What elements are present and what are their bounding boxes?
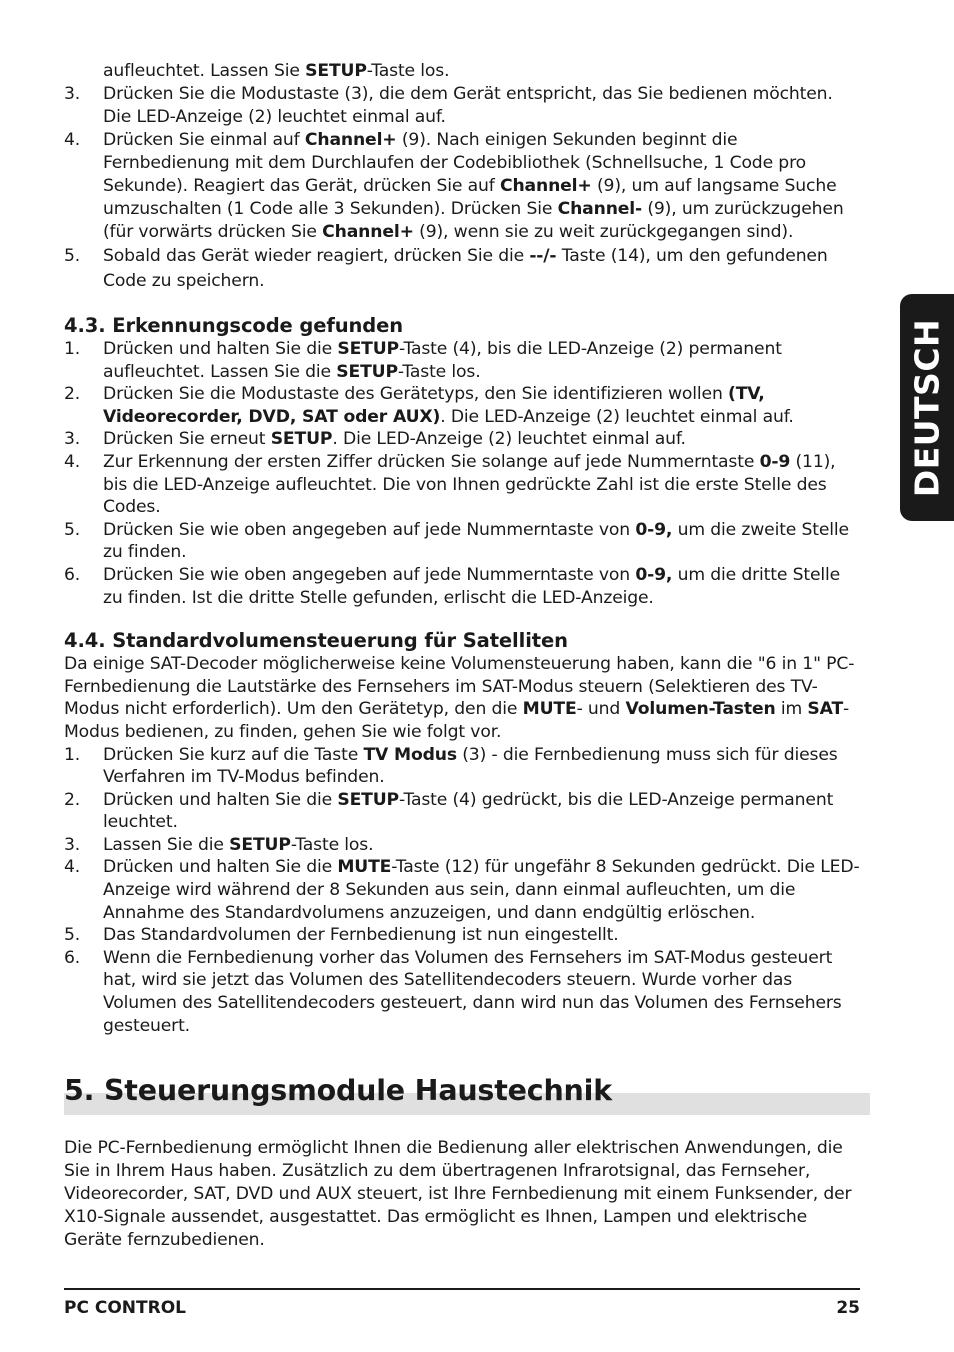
text-run: Das Standardvolumen der Fernbedienung ist nun eingestellt. bbox=[103, 925, 619, 946]
continued-text bbox=[64, 60, 864, 83]
text-run-bold: SETUP bbox=[229, 834, 291, 855]
text-run-bold: SETUP bbox=[337, 789, 399, 810]
text-run: -Taste (12) für ungefähr 8 Sekunden gedrückt. Die LED-Anzeige wird während der 8 Sekunden aus sein, dann einmal aufleuchten, um die Annahme des Standardvolumens anzuzeigen, und dann endgültig erlöschen. bbox=[103, 857, 860, 923]
text-run: Taste (14), um den gefundenen Code zu speichern. bbox=[103, 246, 828, 291]
text-run: (9), wenn sie zu weit zurückgegangen sind). bbox=[413, 222, 794, 242]
text-run: Zur Erkennung der ersten Ziffer drücken Sie solange auf jede Nummerntaste bbox=[103, 451, 760, 472]
list-item bbox=[64, 451, 864, 519]
list-item bbox=[64, 129, 864, 244]
list-number: 4. bbox=[64, 451, 81, 472]
list-item bbox=[64, 834, 864, 857]
text-run: Drücken und halten Sie die bbox=[103, 789, 338, 810]
section-4-4 bbox=[64, 629, 864, 1037]
list-number: 3. bbox=[64, 429, 81, 450]
text-run-bold: MUTE bbox=[522, 699, 577, 720]
text-run: (3) - die Fernbedienung muss sich für dieses Verfahren im TV-Modus befinden. bbox=[103, 744, 838, 788]
text-run: Drücken Sie kurz auf die Taste bbox=[103, 744, 364, 765]
text-run: Sobald das Gerät wieder reagiert, drücken Sie die bbox=[103, 246, 530, 266]
text-run: -Taste (4), bis die LED-Anzeige (2) permanent aufleuchtet. Lassen Sie die bbox=[103, 339, 782, 382]
list-number: 6. bbox=[64, 564, 81, 585]
text-run: -Modus bedienen, zu finden, gehen Sie wie folgt vor. bbox=[64, 699, 850, 742]
text-run-bold: --/- bbox=[529, 246, 557, 266]
list-number: 5. bbox=[64, 519, 81, 540]
list-item bbox=[64, 564, 864, 609]
text-run-bold: MUTE bbox=[337, 857, 392, 878]
section-intro bbox=[64, 653, 864, 743]
text-run: -Taste los. bbox=[366, 61, 450, 81]
text-run: aufleuchtet. Lassen Sie bbox=[103, 61, 306, 81]
text-run-bold: Volumen-Tasten bbox=[625, 699, 776, 720]
text-run: Drücken Sie die Modustaste des Gerätetyps, den Sie identifizieren wollen bbox=[103, 384, 729, 405]
text-run: . Die LED-Anzeige (2) leuchtet einmal auf. bbox=[440, 406, 794, 427]
text-run-bold: 0-9, bbox=[635, 564, 673, 585]
list-item bbox=[64, 83, 864, 129]
text-run: (9), um auf langsame Suche umzuschalten (1 Code alle 3 Sekunden). Drücken Sie bbox=[103, 176, 837, 219]
text-run: -Taste (4) gedrückt, bis die LED-Anzeige permanent leuchtet. bbox=[103, 789, 834, 833]
text-run: (9). Nach einigen Sekunden beginnt die Fernbedienung mit dem Durchlaufen der Codebibliothek (Schnellsuche, 1 Code pro Sekunde). Reagiert das Gerät, drücken Sie auf bbox=[103, 130, 806, 196]
list-item bbox=[64, 383, 864, 428]
text-run-bold: 0-9 bbox=[759, 451, 791, 472]
text-run: (11), bis die LED-Anzeige aufleuchtet. Die von Ihnen gedrückte Zahl ist die erste Stelle des Codes. bbox=[103, 451, 836, 518]
text-run-bold: Channel- bbox=[557, 199, 643, 219]
list-item bbox=[64, 428, 864, 451]
text-run: Die PC-Fernbedienung ermöglicht Ihnen die Bedienung aller elektrischen Anwendungen, die Sie in Ihrem Haus haben. Zusätzlich zu dem übertragenen Infrarotsignal, das Fernseher, Videorecorder, SAT, DVD und AUX steuert, ist Ihre Fernbedienung mit einem Funksender, der X10-Signale aussendet, ausgestattet. Das ermöglicht es Ihnen, Lampen und elektrische Geräte fernzubedienen. bbox=[64, 1138, 852, 1251]
list-number: 5. bbox=[64, 246, 81, 266]
list-number: 5. bbox=[64, 925, 81, 946]
text-run: . Die LED-Anzeige (2) leuchtet einmal auf. bbox=[332, 429, 686, 450]
text-run: um die dritte Stelle zu finden. Ist die dritte Stelle gefunden, erlischt die LED-Anzeige. bbox=[103, 564, 841, 608]
list-item bbox=[64, 789, 864, 834]
chapter-intro bbox=[64, 1137, 864, 1252]
text-run: -Taste los. bbox=[290, 834, 374, 855]
text-run: Drücken Sie wie oben angegeben auf jede Nummerntaste von bbox=[103, 519, 636, 540]
section-4-3 bbox=[64, 314, 864, 609]
list-number: 2. bbox=[64, 789, 81, 810]
list-number: 2. bbox=[64, 384, 81, 405]
list-item bbox=[64, 856, 864, 924]
language-tab-label: DEUTSCH bbox=[907, 318, 947, 497]
chapter-heading: 5. Steuerungsmodule Haustechnik bbox=[64, 1074, 612, 1108]
language-tab bbox=[900, 294, 954, 521]
text-run: Lassen Sie die bbox=[103, 834, 230, 855]
page-body bbox=[64, 60, 864, 1252]
text-run-bold: SETUP bbox=[270, 429, 333, 450]
text-run-bold: SETUP bbox=[336, 361, 398, 382]
text-run-bold: (TV, Videorecorder, DVD, SAT oder AUX) bbox=[103, 384, 765, 427]
text-run: Drücken Sie die Modustaste (3), die dem Gerät entspricht, das Sie bedienen möchten. Die LED-Anzeige (2) leuchtet einmal auf. bbox=[103, 84, 833, 127]
text-run: um die zweite Stelle zu finden. bbox=[103, 519, 849, 563]
text-run: Drücken Sie erneut bbox=[103, 429, 271, 450]
text-run-bold: Channel+ bbox=[500, 176, 592, 196]
section-heading: 4.3. Erkennungscode gefunden bbox=[64, 314, 404, 337]
text-run: Wenn die Fernbedienung vorher das Volumen des Fernsehers im SAT-Modus gesteuert hat, wird sie jetzt das Volumen des Satellitendecoders steuern. Wurde vorher das Volumen des Satellitendecoders gesteuert, dann wird nun das Volumen des Fernsehers gesteuert. bbox=[103, 947, 842, 1036]
text-run: im bbox=[775, 699, 808, 720]
list-number: 4. bbox=[64, 130, 81, 150]
chapter-heading-block bbox=[64, 1073, 864, 1115]
page-number: 25 bbox=[836, 1298, 860, 1318]
text-run: - und bbox=[576, 699, 626, 720]
list-item bbox=[64, 244, 864, 294]
list-item bbox=[64, 924, 864, 947]
section-heading: 4.4. Standardvolumensteuerung für Satelliten bbox=[64, 629, 568, 653]
text-run: -Taste los. bbox=[397, 361, 481, 382]
footer-rule bbox=[64, 1288, 860, 1290]
text-run: Drücken Sie wie oben angegeben auf jede Nummerntaste von bbox=[103, 564, 636, 585]
list-item bbox=[64, 519, 864, 564]
text-run-bold: TV Modus bbox=[363, 744, 457, 765]
list-number: 1. bbox=[64, 744, 81, 765]
list-item bbox=[64, 947, 864, 1037]
text-run-bold: SAT bbox=[807, 699, 844, 720]
list-item bbox=[64, 338, 864, 383]
text-run-bold: SETUP bbox=[337, 339, 399, 359]
footer-title: PC CONTROL bbox=[64, 1298, 186, 1318]
text-run-bold: Channel+ bbox=[304, 130, 397, 150]
text-run: Drücken Sie einmal auf bbox=[103, 130, 305, 150]
list-number: 4. bbox=[64, 857, 81, 878]
text-run-bold: SETUP bbox=[305, 61, 367, 81]
list-item bbox=[64, 744, 864, 789]
text-run: Da einige SAT-Decoder möglicherweise keine Volumensteuerung haben, kann die "6 in 1" PC-Fernbedienung die Lautstärke des Fernsehers im SAT-Modus steuern (Selektieren des TV-Modus nicht erforderlich). Um den Gerätetyp, den die bbox=[64, 654, 855, 720]
text-run-bold: Channel+ bbox=[322, 222, 414, 242]
text-run: Drücken und halten Sie die bbox=[103, 857, 338, 878]
list-number: 3. bbox=[64, 84, 81, 104]
list-number: 3. bbox=[64, 834, 81, 855]
list-number: 1. bbox=[64, 339, 81, 359]
text-run: Drücken und halten Sie die bbox=[103, 339, 338, 359]
text-run: (9), um zurückzugehen (für vorwärts drücken Sie bbox=[103, 199, 844, 242]
top-list bbox=[64, 60, 864, 294]
text-run-bold: 0-9, bbox=[635, 519, 673, 540]
list-number: 6. bbox=[64, 947, 81, 968]
